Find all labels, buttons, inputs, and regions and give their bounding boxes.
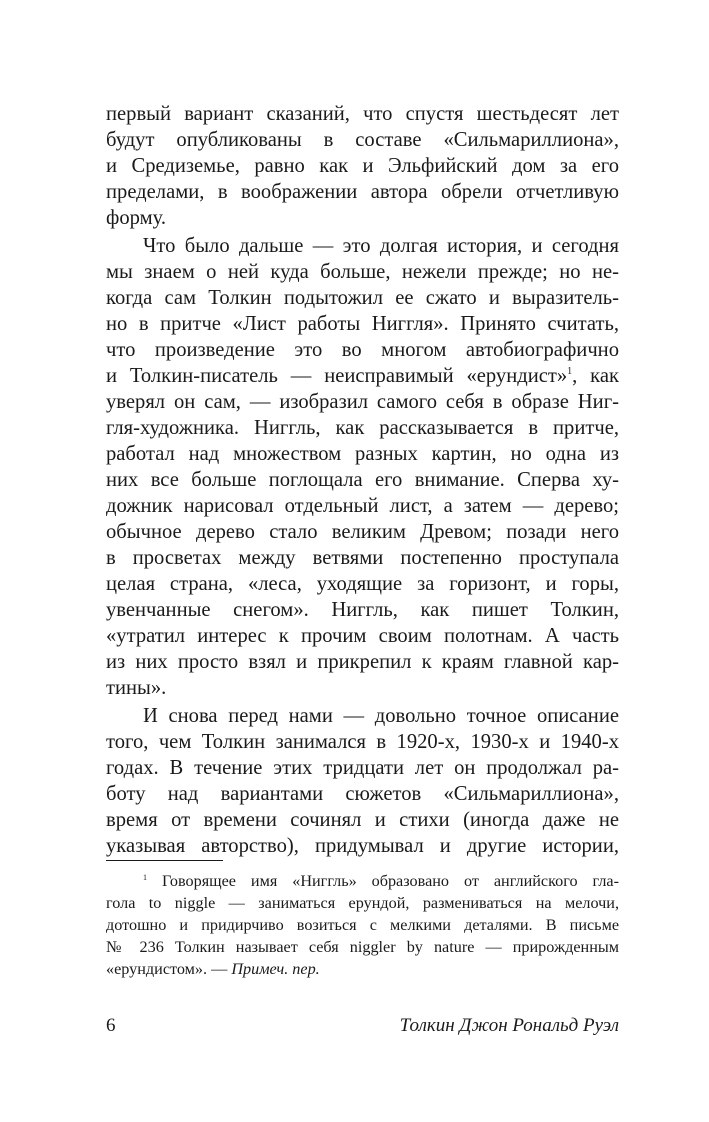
text-line: мы знаем о ней куда больше, нежели прежде; но не- [106, 261, 619, 283]
text-line: дожник нарисовал отдельный лист, а затем — дерево; [106, 495, 619, 517]
footnote-text: Говорящее имя «Ниггль» образовано от английского гла- [161, 872, 619, 890]
page-number: 6 [106, 1015, 116, 1036]
text-line: форму. [106, 207, 167, 229]
line-text: , как [572, 365, 619, 387]
translator-note-label: Примеч. пер. [231, 960, 320, 978]
footnote-text: «ерундистом». — [106, 960, 232, 978]
footnote-line: № 236 Толкин называет себя niggler by nature — прирожденным [106, 938, 619, 956]
text-line: боту над вариантами сюжетов «Сильмариллиона», [106, 783, 619, 805]
text-line: тины». [106, 677, 167, 699]
footnote-divider [106, 860, 223, 861]
text-line: них все больше поглощала его внимание. Сперва ху- [106, 469, 619, 491]
text-line: время от времени сочинял и стихи (иногда даже не [106, 809, 619, 831]
running-head: Толкин Джон Рональд Руэл [399, 1015, 619, 1036]
text-line: пределами, в воображении автора обрели отчетливую [106, 181, 619, 203]
text-line: того, чем Толкин занимался в 1920-х, 1930-х и 1940-х [106, 731, 619, 753]
text-line: в просветах между ветвями постепенно проступала [106, 547, 619, 569]
footnote-line: гола to niggle — заниматься ерундой, размениваться на мелочи, [106, 894, 619, 912]
text-line: из них просто взял и прикрепил к краям главной кар- [106, 651, 619, 673]
text-line: обычное дерево стало великим Древом; позади него [106, 521, 619, 543]
footnote-marker: 1 [143, 873, 147, 882]
text-line: гля-художника. Ниггль, как рассказывается в притче, [106, 417, 619, 439]
text-line: «утратил интерес к прочим своим полотнам. А часть [106, 625, 619, 647]
text-line: целая страна, «леса, уходящие за горизонт, и горы, [106, 573, 619, 595]
text-line: но в притче «Лист работы Ниггля». Принято считать, [106, 313, 619, 335]
footnote-line [143, 870, 619, 892]
text-line: будут опубликованы в составе «Сильмариллиона», [106, 129, 619, 151]
footnote-line [106, 958, 619, 980]
footnote-reference[interactable]: 1 [567, 366, 573, 377]
text-line [106, 363, 619, 389]
footnote-line: дотошно и придирчиво возиться с мелкими деталями. В письме [106, 916, 619, 934]
text-line: годах. В течение этих тридцати лет он продолжал ра- [106, 757, 619, 779]
text-line: и Средиземье, равно как и Эльфийский дом за его [106, 155, 619, 177]
text-line: Что было дальше — это долгая история, и сегодня [143, 235, 619, 257]
text-line: И снова перед нами — довольно точное описание [143, 705, 619, 727]
text-line: что произведение это во многом автобиографично [106, 339, 619, 361]
text-line: уверял он сам, — изобразил самого себя в образе Ниг- [106, 391, 619, 413]
text-line: когда сам Толкин подытожил ее сжато и выразитель- [106, 287, 619, 309]
text-line: увенчанные снегом». Ниггль, как пишет Толкин, [106, 599, 619, 621]
text-line: первый вариант сказаний, что спустя шестьдесят лет [106, 103, 619, 125]
text-line: указывая авторство), придумывал и другие истории, [106, 835, 619, 857]
line-text: и Толкин-писатель — неисправимый «ерундист» [106, 365, 568, 387]
text-line: работал над множеством разных картин, но одна из [106, 443, 619, 465]
